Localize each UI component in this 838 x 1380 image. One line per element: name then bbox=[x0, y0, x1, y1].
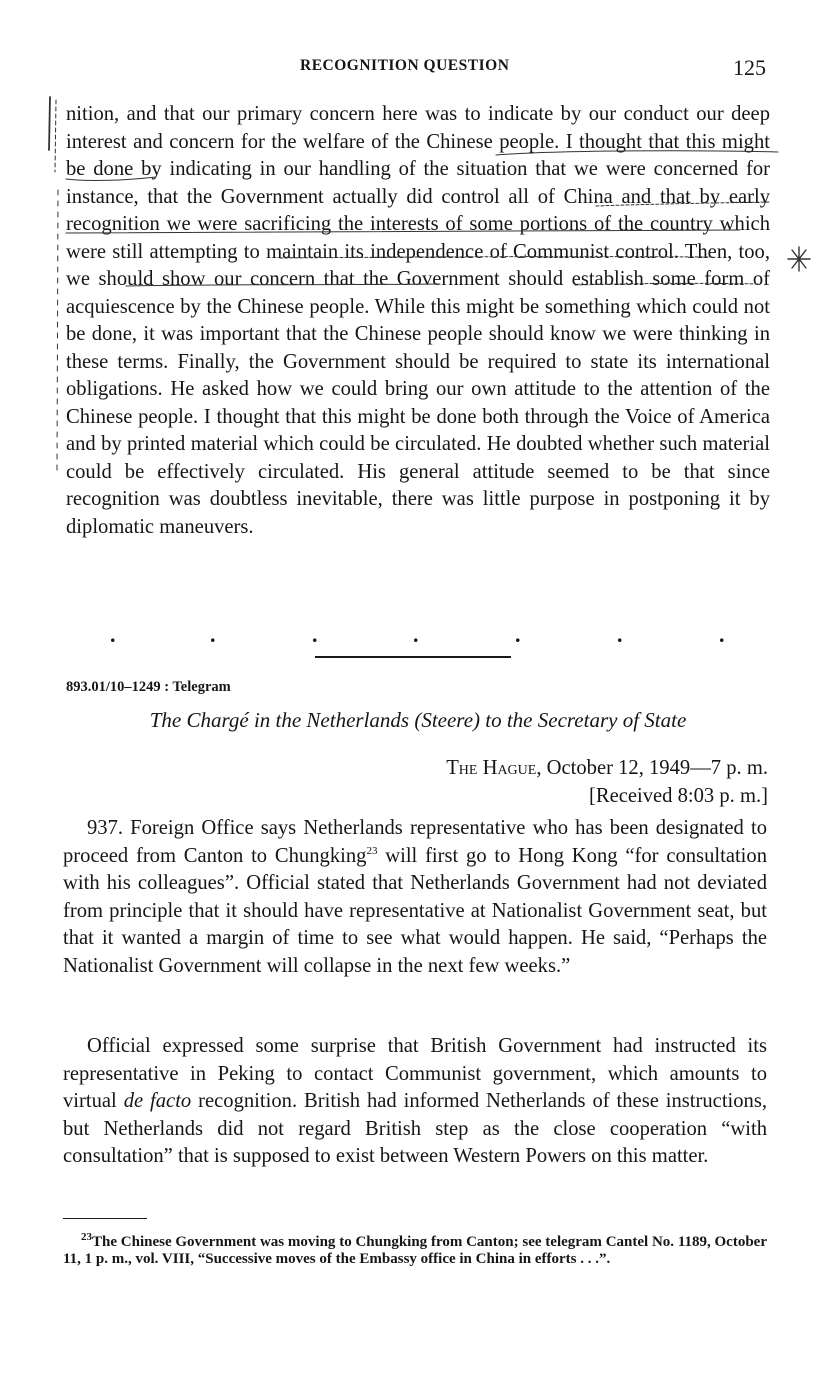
ellipsis-dot: . bbox=[210, 622, 216, 647]
ellipsis-dot: . bbox=[110, 622, 116, 647]
page-number: 125 bbox=[733, 55, 766, 80]
dateline bbox=[446, 757, 768, 780]
ellipsis-dot: . bbox=[413, 622, 419, 647]
ellipsis-dot: . bbox=[515, 622, 521, 647]
received-line: [Received 8:03 p. m.] bbox=[589, 785, 768, 807]
ellipsis-dot: . bbox=[312, 622, 318, 647]
telegram-text: Official expressed some surprise that British Government had instructed its representative in Peking to contact Communist government, which amounts to virtual bbox=[63, 1035, 767, 1112]
margin-mark bbox=[57, 190, 58, 470]
telegram-text: will first go to Hong Kong “for consultation with his colleagues”. Official stated that Netherlands Government had not deviated from principle that it should have representative at Nationalist Government seat, but that it wanted a margin of time to see what would happen. He said, “Perhaps the Nationalist Government will collapse in the next few weeks.” bbox=[63, 844, 767, 977]
margin-mark bbox=[49, 97, 50, 150]
italic-phrase: de facto bbox=[123, 1090, 192, 1112]
footnote bbox=[63, 1231, 767, 1267]
footnote-reference: 23 bbox=[366, 844, 378, 857]
ellipsis-row bbox=[66, 622, 770, 647]
telegram-text: 937. Foreign Office says Netherlands representative who has been designated to proceed from Canton to Chungking bbox=[63, 817, 767, 867]
dateline-place: The Hague, bbox=[446, 757, 542, 779]
dateline-date: October 12, 1949—7 p. m. bbox=[546, 757, 768, 779]
telegram-text: recognition. British had informed Netherlands of these instructions, but Netherlands did not regard British step as the close cooperation “with consultation” that is supposed to exist between Western Powers on this matter. bbox=[63, 1090, 768, 1167]
running-head: RECOGNITION QUESTION bbox=[300, 57, 510, 74]
margin-mark bbox=[55, 100, 56, 172]
footnote-marker: 23 bbox=[81, 1231, 92, 1243]
footnote-text: The Chinese Government was moving to Chungking from Canton; see telegram Cantel No. 1189, October 11, 1 p. m., vol. VIII, “Successive moves of the Embassy office in China in efforts . . .”. bbox=[63, 1234, 767, 1267]
telegram-paragraph-2 bbox=[63, 1033, 767, 1171]
section-divider bbox=[315, 656, 511, 658]
ellipsis-dot: . bbox=[719, 622, 725, 647]
footnote-divider bbox=[63, 1218, 147, 1219]
document-title: The Chargé in the Netherlands (Steere) to the Secretary of State bbox=[149, 708, 687, 732]
ellipsis-dot: . bbox=[617, 622, 623, 647]
file-reference: 893.01/10–1249 : Telegram bbox=[66, 679, 231, 695]
margin-asterisk bbox=[788, 247, 810, 271]
telegram-paragraph-1 bbox=[63, 815, 767, 980]
continued-paragraph: nition, and that our primary concern here was to indicate by our conduct our deep interest and concern for the welfare of the Chinese people. I thought that this might be done by indicating in our handling of the situation that we were concerned for instance, that the Government actually did control all of China and that by early recognition we were sacrificing the interests of some portions of the country which were still attempting to maintain its independence of Communist control. Then, too, we should show our concern that the Government should establish some form of acquiescence by the Chinese people. While this might be something which could not be done, it was important that the Chinese people should know we were thinking in these terms. Finally, the Government should be required to state its international obligations. He asked how we could bring our own attitude to the attention of the Chinese people. I thought that this might be done both through the Voice of America and by printed material which could be circulated. He doubted whether such material could be effectively circulated. His general attitude seemed to be that since recognition was doubtless inevitable, there was little purpose in postponing it by diplomatic maneuvers. bbox=[66, 103, 770, 538]
